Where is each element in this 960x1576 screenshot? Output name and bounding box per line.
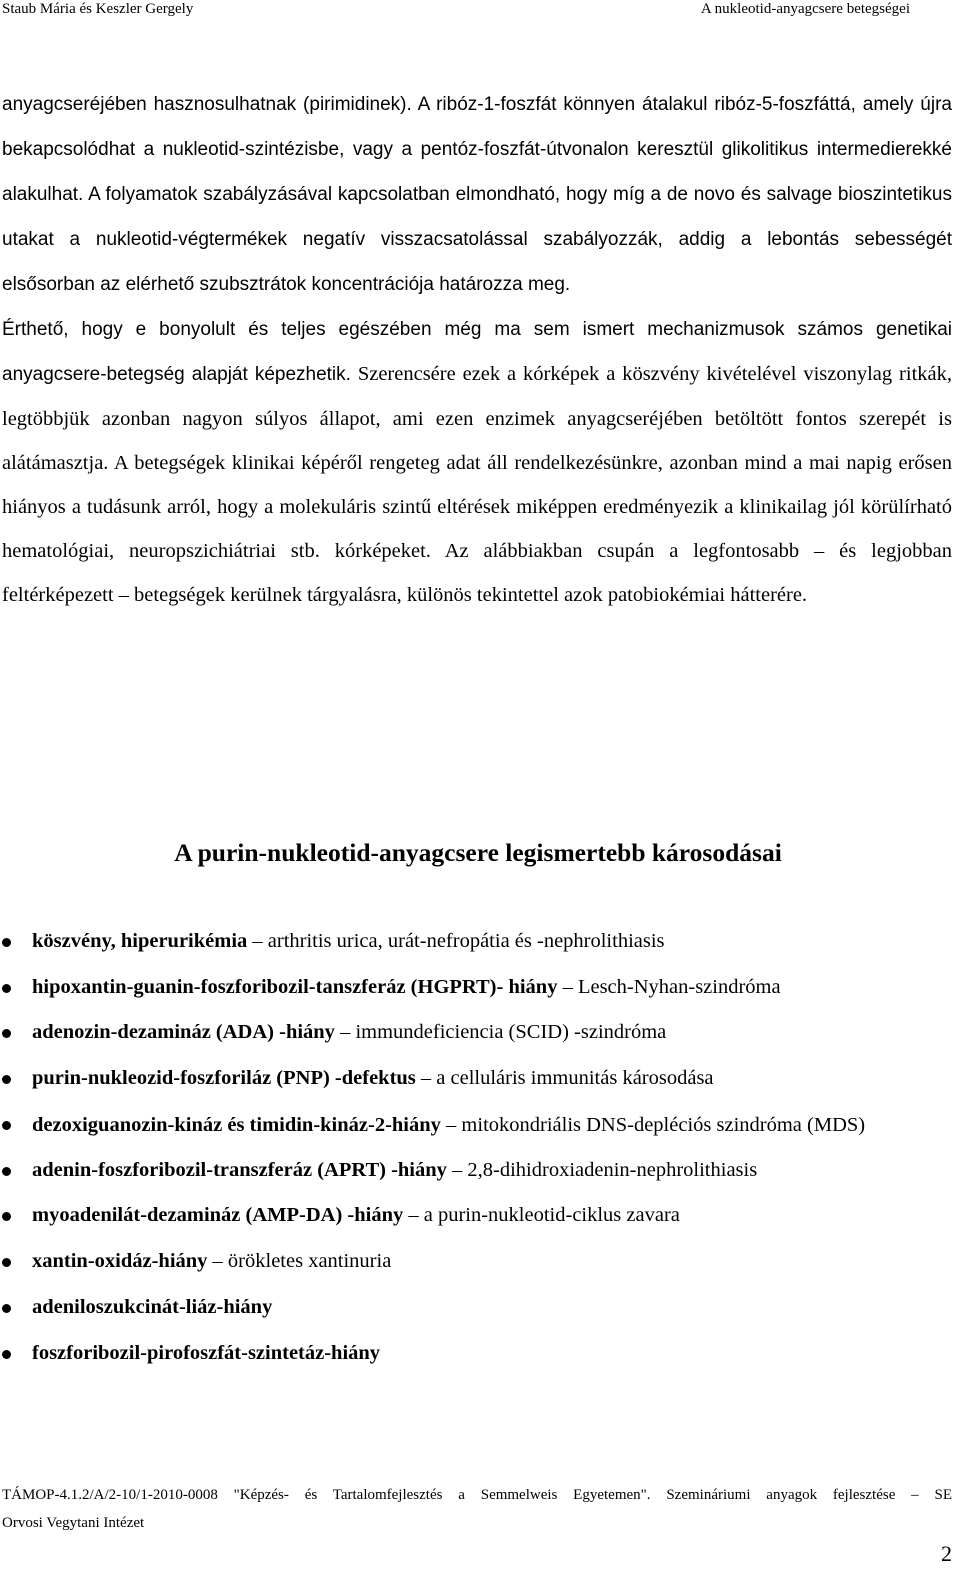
disorder-description: a purin-nukleotid-ciklus zavara <box>423 1204 680 1227</box>
disorder-description: arthritis urica, urát-nefropátia és -nephrolithiasis <box>267 930 665 952</box>
disorder-name: adenozin-dezamináz (ADA) -hiány <box>32 1021 335 1044</box>
disorder-description: a celluláris immunitás károsodása <box>436 1067 714 1090</box>
disorder-name: köszvény, hiperurikémia <box>32 930 248 952</box>
separator: – <box>446 1158 468 1181</box>
separator: – <box>247 930 268 952</box>
footer-project-line: TÁMOP-4.1.2/A/2-10/1-2010-0008 "Képzés- és Tartalomfejlesztés a Semmelweis Egyetemen". Szemináriumi anyagok fejlesztése – SE <box>2 1487 952 1503</box>
list-item <box>2 972 952 1003</box>
page-footer <box>2 1481 952 1537</box>
list-item <box>2 1063 952 1094</box>
separator: – <box>403 1204 424 1227</box>
bullet-icon <box>2 1029 11 1038</box>
bullet-icon <box>2 984 11 993</box>
bullet-icon <box>2 1258 11 1267</box>
list-item <box>2 1103 952 1147</box>
disorder-description: Lesch-Nyhan-szindróma <box>577 975 781 998</box>
disorder-description: immundeficiencia (SCID) -szindróma <box>355 1021 667 1044</box>
disorder-name: adeniloszukcinát-liáz-hiány <box>32 1295 273 1318</box>
bullet-icon <box>2 1212 11 1221</box>
separator: – <box>557 975 578 998</box>
paragraph-1-part-1: anyagcseréjében hasznosulhatnak (pirimidinek). A ribóz-1-foszfát könnyen átalakul ribóz-5-foszfáttá, amely újra bekapcsolódhat a nukleotid-szintézisbe, vagy a pentóz-foszfát-útvonalon keresztül glikolitikus intermedierekké alakulhat. <box>2 94 952 205</box>
paragraph-1 <box>2 82 952 307</box>
disorder-name: foszforibozil-pirofoszfát-szintetáz-hiány <box>32 1341 381 1364</box>
disorder-description: 2,8-dihidroxiadenin-nephrolithiasis <box>467 1158 758 1181</box>
list-item <box>2 1155 952 1186</box>
bullet-icon <box>2 938 11 947</box>
disorder-description: örökletes xantinuria <box>227 1250 392 1273</box>
paragraph-2-part-1: Érthető, hogy e bonyolult és teljes egészében még ma sem ismert mechanizmusok számos genetikai anyagcsere-betegség alapját képezhetik. <box>2 319 952 385</box>
separator: – <box>440 1113 462 1136</box>
list-item <box>2 1292 952 1323</box>
disorder-name: hipoxantin-guanin-foszforibozil-tanszferáz (HGPRT)- hiány <box>32 975 558 998</box>
disorder-description: mitokondriális DNS-depléciós szindróma (MDS) <box>461 1113 866 1136</box>
list-item <box>2 1338 952 1369</box>
disorder-name: adenin-foszforibozil-transzferáz (APRT) -hiány <box>32 1158 447 1181</box>
body-text <box>2 82 952 617</box>
bullet-icon <box>2 1075 11 1084</box>
bullet-icon <box>2 1304 11 1313</box>
disorder-name: myoadenilát-dezamináz (AMP-DA) -hiány <box>32 1204 404 1227</box>
disorder-name: dezoxiguanozin-kináz és timidin-kináz-2-hiány <box>32 1113 441 1136</box>
disorder-list <box>2 926 952 1383</box>
disorder-name: purin-nukleozid-foszforiláz (PNP) -defektus <box>32 1067 416 1090</box>
bullet-icon <box>2 1121 11 1130</box>
section-heading: A purin-nukleotid-anyagcsere legismertebb károsodásai <box>174 838 782 867</box>
page-number: 2 <box>941 1541 952 1566</box>
running-header-chapter: A nukleotid-anyagcsere betegségei <box>700 1 910 17</box>
bullet-icon <box>2 1167 11 1176</box>
bullet-icon <box>2 1350 11 1359</box>
footer-institute-line: Orvosi Vegytani Intézet <box>2 1515 145 1531</box>
list-item <box>2 1246 952 1277</box>
paragraph-2 <box>2 307 952 617</box>
running-header-authors: Staub Mária és Keszler Gergely <box>2 1 194 17</box>
separator: – <box>334 1021 356 1044</box>
separator: – <box>415 1067 437 1090</box>
paragraph-2-part-2: Szerencsére ezek a kórképek a köszvény kivételével viszonylag ritkák, legtöbbjük azonban nagyon súlyos állapot, ami ezen enzimek anyagcseréjében betöltött fontos szerepét is alátámasztja. A betegségek klinikai képéről rengeteg adat áll rendelkezésünkre, azonban mind a mai napig erősen hiányos a tudásunk arról, hogy a molekuláris szintű eltérések miképpen eredményezik a klinikailag jól körülírható hematológiai, neuropszichiátriai stb. kórképeket. Az alábbiakban csupán a legfontosabb – és legjobban feltérképezett – betegségek kerülnek tárgyalásra, különös tekintettel azok patobiokémiai hátterére. <box>2 363 952 606</box>
separator: – <box>207 1250 228 1273</box>
list-item <box>2 1200 952 1231</box>
disorder-name: xantin-oxidáz-hiány <box>32 1250 208 1273</box>
list-item <box>2 926 952 957</box>
paragraph-1-part-2: A folyamatok szabályzásával kapcsolatban elmondható, hogy míg a de novo és salvage bioszintetikus utakat a nukleotid-végtermékek negatív visszacsatolással szabályozzák, addig a lebontás sebességét elsősorban az elérhető szubsztrátok koncentrációja határozza meg. <box>2 184 952 295</box>
list-item <box>2 1017 952 1048</box>
